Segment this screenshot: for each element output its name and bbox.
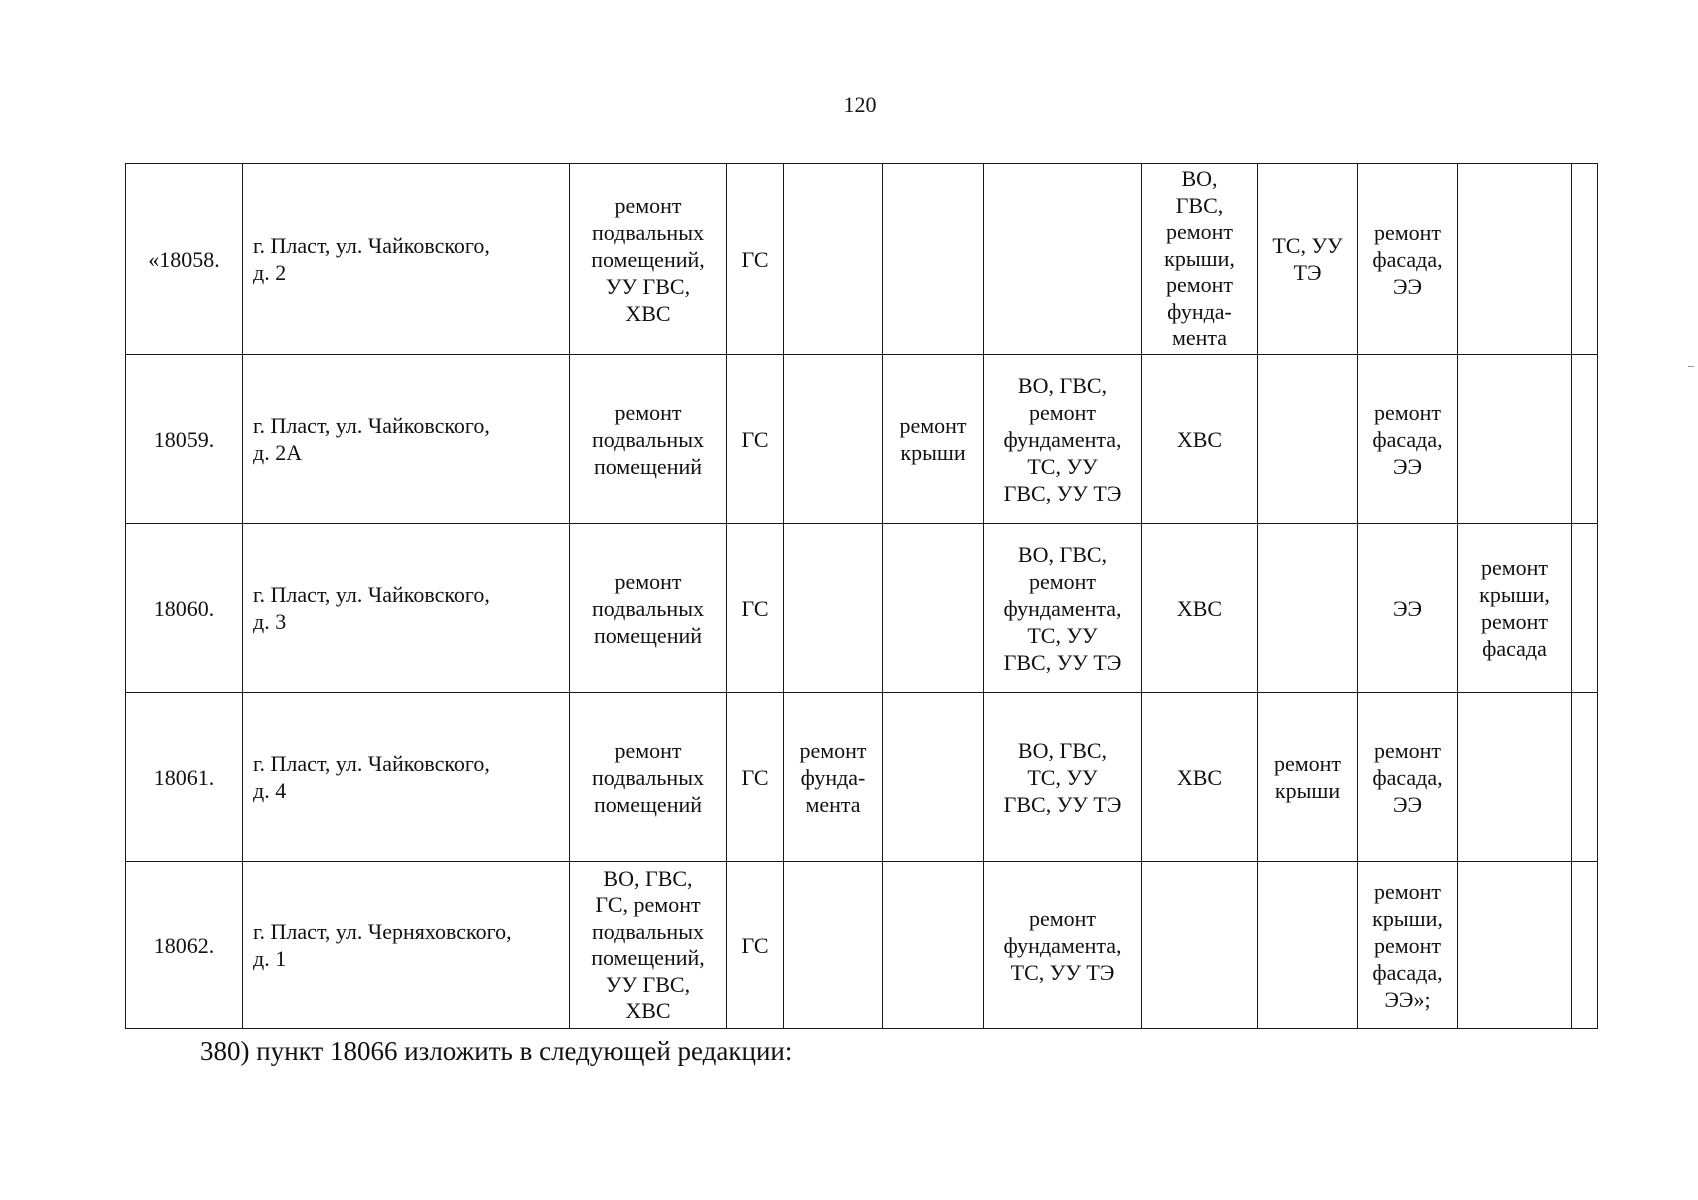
work-col5-cell	[784, 524, 883, 693]
cell-text-line: д. 4	[253, 778, 287, 803]
cell-text-line: ТС, УУ	[1027, 453, 1098, 479]
work-col11-cell	[1458, 862, 1572, 1029]
cell-text-line: ГС	[741, 426, 769, 452]
work-col7-cell	[984, 355, 1142, 524]
cell-text-line: д. 2	[253, 260, 287, 285]
work-col5-cell	[784, 164, 883, 355]
cell-text-line: ТС, УУ ТЭ	[1010, 959, 1115, 985]
address-cell	[243, 164, 570, 355]
work-col6-cell	[883, 524, 984, 693]
works-table	[125, 163, 1598, 1029]
cell-text-line: ТЭ	[1293, 260, 1322, 285]
cell-text-line: ремонт	[1373, 878, 1442, 904]
work-col6-cell	[883, 164, 984, 355]
cell-text-line: фасада,	[1372, 764, 1443, 790]
work-col10-cell	[1358, 693, 1458, 862]
cell-text-line: фасада	[1482, 636, 1547, 661]
cell-text-line: ЭЭ	[1392, 273, 1423, 299]
item-number-cell	[126, 862, 243, 1029]
address-cell	[243, 862, 570, 1029]
cell-text-line: УУ ГВС,	[605, 971, 691, 997]
cell-text-line: ТС, УУ	[1027, 764, 1098, 790]
cell-text-line: ЭЭ»;	[1384, 986, 1431, 1012]
work-type-cell	[570, 524, 727, 693]
page-number: 120	[843, 92, 877, 117]
cell-text-line: ХВС	[1176, 764, 1223, 790]
cell-text-line: помещений,	[591, 945, 705, 970]
gs-cell	[727, 164, 784, 355]
work-col12-cell	[1572, 693, 1598, 862]
cell-text-line: помещений,	[591, 246, 705, 272]
cell-text-line: ремонт	[1165, 272, 1234, 298]
work-col12-cell	[1572, 164, 1598, 355]
gs-cell	[727, 524, 784, 693]
cell-text-line: ремонт	[799, 737, 867, 763]
work-type-cell	[570, 355, 727, 524]
work-col7-cell	[984, 524, 1142, 693]
work-col8-cell	[1142, 524, 1258, 693]
cell-text-line: д. 2А	[253, 440, 303, 465]
address-cell	[243, 355, 570, 524]
work-col9-cell	[1258, 164, 1358, 355]
item-number-cell	[126, 355, 243, 524]
work-col11-cell	[1458, 524, 1572, 693]
cell-text-line: ГС, ремонт	[595, 892, 701, 917]
cell-text-line: г. Пласт, ул. Чайковского,	[253, 413, 490, 438]
address-cell	[243, 524, 570, 693]
cell-text-line: ВО, ГВС,	[1017, 737, 1108, 763]
cell-text-line: крыши	[1274, 778, 1341, 803]
cell-text-line: фасада,	[1372, 426, 1443, 452]
cell-text-line: ремонт	[1165, 219, 1234, 245]
cell-text-line: ремонт	[1373, 737, 1442, 763]
work-col7-cell	[984, 693, 1142, 862]
cell-text-line: крыши	[900, 440, 966, 465]
gs-cell	[727, 693, 784, 862]
work-col5-cell	[784, 862, 883, 1029]
table-row	[126, 355, 1598, 524]
work-col9-cell	[1258, 524, 1358, 693]
work-col6-cell	[883, 862, 984, 1029]
work-col12-cell	[1572, 524, 1598, 693]
work-col10-cell	[1358, 862, 1458, 1029]
cell-text-line: подвальных	[592, 219, 704, 245]
gs-cell	[727, 862, 784, 1029]
cell-text-line: ремонт	[1028, 399, 1097, 425]
cell-text-line: д. 3	[253, 609, 287, 634]
work-col8-cell	[1142, 164, 1258, 355]
cell-text-line: 18062.	[153, 932, 215, 958]
work-col10-cell	[1358, 524, 1458, 693]
cell-text-line: ГВС, УУ ТЭ	[1003, 649, 1122, 675]
cell-text-line: фундамента,	[1003, 595, 1122, 621]
cell-text-line: подвальных	[592, 918, 704, 944]
cell-text-line: ВО,	[1181, 166, 1218, 192]
cell-text-line: ХВС	[625, 998, 671, 1023]
cell-text-line: ГС	[741, 932, 769, 958]
cell-text-line: ремонт	[614, 399, 682, 425]
gs-cell	[727, 355, 784, 524]
cell-text-line: «18058.	[148, 246, 220, 272]
work-col11-cell	[1458, 693, 1572, 862]
work-type-cell	[570, 164, 727, 355]
cell-text-line: помещений	[593, 791, 703, 817]
item-number-cell	[126, 693, 243, 862]
work-col6-cell	[883, 693, 984, 862]
cell-text-line: ХВС	[625, 300, 671, 326]
work-col9-cell	[1258, 862, 1358, 1029]
work-col10-cell	[1358, 355, 1458, 524]
cell-text-line: ГС	[741, 764, 769, 790]
cell-text-line: крыши,	[1479, 582, 1550, 607]
cell-text-line: ремонт	[1028, 568, 1097, 594]
margin-mark	[1688, 366, 1694, 367]
cell-text-line: фундамента,	[1003, 932, 1122, 958]
cell-text-line: ВО, ГВС,	[603, 865, 693, 891]
item-number-cell	[126, 524, 243, 693]
cell-text-line: ремонт	[614, 192, 682, 218]
cell-text-line: 18060.	[153, 595, 215, 621]
work-col8-cell	[1142, 862, 1258, 1029]
cell-text-line: УУ ГВС,	[605, 273, 691, 299]
work-type-cell	[570, 862, 727, 1029]
table-row	[126, 524, 1598, 693]
cell-text-line: ХВС	[1176, 426, 1223, 452]
cell-text-line: помещений	[593, 622, 703, 648]
work-col9-cell	[1258, 693, 1358, 862]
work-col5-cell	[784, 355, 883, 524]
cell-text-line: ГС	[741, 246, 769, 272]
table-row	[126, 862, 1598, 1029]
cell-text-line: ремонт	[614, 568, 682, 594]
cell-text-line: фасада,	[1372, 959, 1443, 985]
work-col5-cell	[784, 693, 883, 862]
cell-text-line: крыши,	[1164, 245, 1235, 271]
cell-text-line: ГВС,	[1175, 192, 1224, 218]
cell-text-line: г. Пласт, ул. Чайковского,	[253, 582, 490, 607]
cell-text-line: 18061.	[153, 764, 215, 790]
cell-text-line: фасада,	[1372, 246, 1443, 272]
cell-text-line: мента	[805, 791, 861, 817]
cell-text-line: ГС	[741, 595, 769, 621]
cell-text-line: ремонт	[899, 413, 967, 438]
work-col8-cell	[1142, 693, 1258, 862]
cell-text-line: мента	[1171, 325, 1228, 351]
cell-text-line: 18059.	[153, 426, 215, 452]
cell-text-line: ремонт	[1273, 751, 1342, 776]
cell-text-line: ТС, УУ	[1272, 233, 1343, 258]
cell-text-line: ЭЭ	[1392, 453, 1423, 479]
cell-text-line: ЭЭ	[1392, 791, 1423, 817]
cell-text-line: ремонт	[614, 737, 682, 763]
cell-text-line: фундамента,	[1003, 426, 1122, 452]
cell-text-line: ремонт	[1373, 399, 1442, 425]
cell-text-line: фунда-	[800, 764, 866, 790]
work-col10-cell	[1358, 164, 1458, 355]
work-col6-cell	[883, 355, 984, 524]
cell-text-line: ГВС, УУ ТЭ	[1003, 791, 1122, 817]
cell-text-line: ремонт	[1373, 219, 1442, 245]
cell-text-line: помещений	[593, 453, 703, 479]
cell-text-line: ГВС, УУ ТЭ	[1003, 480, 1122, 506]
work-col7-cell	[984, 164, 1142, 355]
work-col7-cell	[984, 862, 1142, 1029]
cell-text-line: ХВС	[1176, 595, 1223, 621]
address-cell	[243, 693, 570, 862]
cell-text-line: фунда-	[1167, 298, 1232, 324]
table-row	[126, 693, 1598, 862]
work-col11-cell	[1458, 164, 1572, 355]
cell-text-line: г. Пласт, ул. Черняховского,	[253, 919, 512, 944]
work-col12-cell	[1572, 355, 1598, 524]
cell-text-line: ремонт	[1373, 932, 1442, 958]
cell-text-line: ЭЭ	[1392, 595, 1423, 621]
cell-text-line: подвальных	[592, 764, 704, 790]
cell-text-line: д. 1	[253, 946, 287, 971]
cell-text-line: ремонт	[1480, 555, 1549, 580]
amendment-paragraph: 380) пункт 18066 изложить в следующей редакции:	[200, 1036, 793, 1066]
cell-text-line: ремонт	[1480, 609, 1549, 634]
work-type-cell	[570, 693, 727, 862]
cell-text-line: крыши,	[1372, 905, 1443, 931]
table-row	[126, 164, 1598, 355]
cell-text-line: ВО, ГВС,	[1017, 541, 1108, 567]
item-number-cell	[126, 164, 243, 355]
cell-text-line: подвальных	[592, 595, 704, 621]
cell-text-line: ремонт	[1028, 905, 1097, 931]
cell-text-line: ВО, ГВС,	[1017, 372, 1108, 398]
work-col12-cell	[1572, 862, 1598, 1029]
cell-text-line: г. Пласт, ул. Чайковского,	[253, 233, 490, 258]
cell-text-line: подвальных	[592, 426, 704, 452]
cell-text-line: г. Пласт, ул. Чайковского,	[253, 751, 490, 776]
work-col9-cell	[1258, 355, 1358, 524]
work-col8-cell	[1142, 355, 1258, 524]
work-col11-cell	[1458, 355, 1572, 524]
cell-text-line: ТС, УУ	[1027, 622, 1098, 648]
